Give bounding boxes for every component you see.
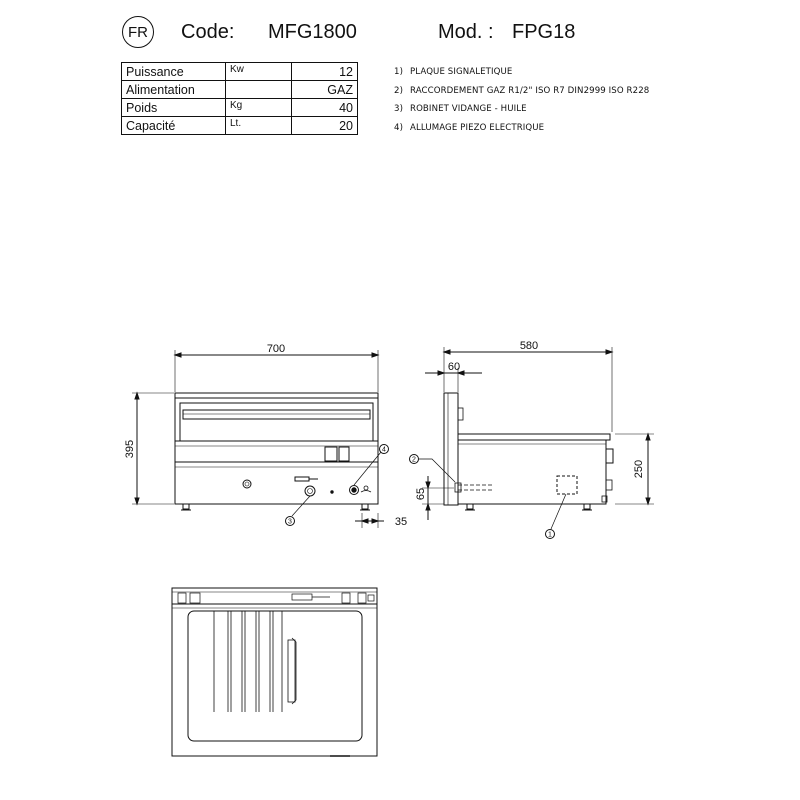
spec-unit: Kw [226,63,292,81]
legend-number: 2) [394,85,404,96]
legend-text: ALLUMAGE PIEZO ELECTRIQUE [410,122,545,133]
spec-unit: Kg [226,99,292,117]
legend-text: PLAQUE SIGNALETIQUE [410,67,513,77]
language-badge-label: FR [128,23,148,41]
legend-text: ROBINET VIDANGE - HUILE [410,104,527,114]
model-label: Mod. : [438,21,494,43]
model-value: FPG18 [512,21,576,43]
callout-1-label: 1 [548,531,552,539]
dim-gas-offset-label: 35 [394,516,408,528]
spec-value: GAZ [292,81,358,99]
dim-depth-label: 580 [519,340,539,352]
callout-4-label: 4 [382,446,386,454]
spec-label: Capacité [122,117,226,135]
spec-value: 20 [292,117,358,135]
code-label: Code: [181,21,235,43]
legend-number: 4) [394,122,404,133]
code-value: MFG1800 [268,21,357,43]
dim-gas-height-label: 65 [415,487,427,501]
dim-top-offset-label: 60 [447,361,461,373]
callout-2-label: 2 [412,456,416,464]
legend-text: RACCORDEMENT GAZ R1/2" ISO R7 DIN2999 ISO R228 [410,85,650,96]
dim-height-label: 395 [124,439,136,459]
spec-value: 12 [292,63,358,81]
spec-label: Puissance [122,63,226,81]
dim-width-label: 700 [266,343,286,355]
spec-unit: Lt. [226,117,292,135]
spec-label: Poids [122,99,226,117]
callout-3-label: 3 [288,518,292,526]
legend-number: 3) [394,104,404,114]
spec-value: 40 [292,99,358,117]
dim-side-height-label: 250 [633,459,645,479]
legend-number: 1) [394,67,404,77]
spec-label: Alimentation [122,81,226,99]
